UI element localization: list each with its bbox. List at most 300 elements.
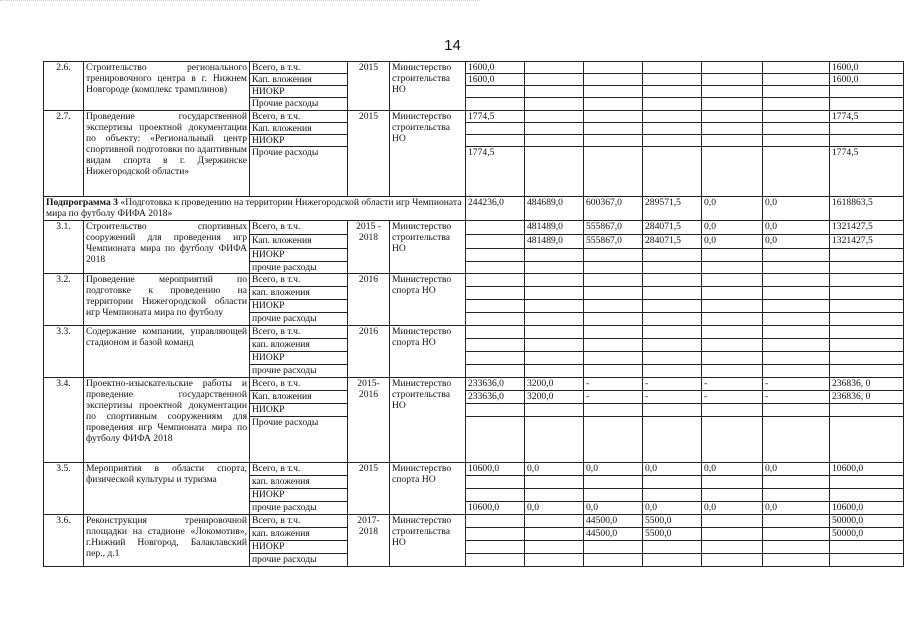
empty-cell bbox=[702, 489, 763, 502]
measure-description: Проектно-изыскательские работы и проведение государственной экспертизы проектной документации по спортивным сооружениям для проведения игр Чемпионата мира по футболу ФИФА 2018 bbox=[84, 378, 250, 463]
empty-cell bbox=[702, 249, 763, 262]
empty-cell bbox=[525, 287, 584, 300]
value-cell: 1321427,5 bbox=[830, 235, 904, 249]
value-cell: - bbox=[584, 378, 643, 391]
type-label: НИОКР bbox=[250, 404, 348, 417]
empty-cell bbox=[702, 123, 763, 135]
empty-cell bbox=[466, 262, 525, 274]
value-cell: 289571,5 bbox=[643, 197, 702, 221]
empty-cell bbox=[702, 313, 763, 326]
period: 2015 bbox=[348, 111, 390, 197]
value-cell bbox=[525, 62, 584, 74]
type-label: прочие расходы bbox=[250, 365, 348, 378]
value-cell: 600367,0 bbox=[584, 197, 643, 221]
empty-cell bbox=[584, 352, 643, 365]
empty-cell bbox=[830, 123, 904, 135]
table-row bbox=[44, 326, 904, 339]
value-cell bbox=[584, 111, 643, 123]
empty-cell bbox=[584, 249, 643, 262]
empty-cell bbox=[584, 489, 643, 502]
empty-cell bbox=[830, 287, 904, 300]
empty-cell bbox=[763, 249, 830, 262]
type-label: Всего, в т.ч. bbox=[250, 111, 348, 123]
empty-cell bbox=[584, 417, 643, 463]
executor: Министерство строительства НО bbox=[390, 378, 466, 463]
value-cell: 233636,0 bbox=[466, 378, 525, 391]
empty-cell bbox=[525, 326, 584, 339]
empty-cell bbox=[584, 554, 643, 567]
value-cell: - bbox=[584, 391, 643, 404]
empty-cell bbox=[830, 98, 904, 111]
value-cell: 236836, 0 bbox=[830, 378, 904, 391]
executor: Министерство строительства НО bbox=[390, 62, 466, 111]
type-label: Прочие расходы bbox=[250, 147, 348, 197]
empty-cell bbox=[584, 135, 643, 147]
value-cell: 0,0 bbox=[702, 235, 763, 249]
type-label: кап. вложения bbox=[250, 287, 348, 300]
value-cell: 10600,0 bbox=[466, 463, 525, 476]
value-cell: 1321427,5 bbox=[830, 221, 904, 235]
value-cell: 1600,0 bbox=[466, 74, 525, 86]
value-cell: 0,0 bbox=[763, 235, 830, 249]
empty-cell bbox=[830, 135, 904, 147]
value-cell bbox=[466, 221, 525, 235]
empty-cell bbox=[643, 86, 702, 98]
type-label: Прочие расходы bbox=[250, 98, 348, 111]
empty-cell bbox=[763, 554, 830, 567]
empty-cell bbox=[584, 123, 643, 135]
type-label: НИОКР bbox=[250, 135, 348, 147]
table-row bbox=[44, 515, 904, 528]
value-cell: 44500,0 bbox=[584, 528, 643, 541]
empty-cell bbox=[830, 274, 904, 287]
empty-cell bbox=[763, 365, 830, 378]
measure-description: Содержание компании, управляющей стадионом и базой команд bbox=[84, 326, 250, 378]
empty-cell bbox=[830, 352, 904, 365]
value-cell: 555867,0 bbox=[584, 235, 643, 249]
value-cell bbox=[525, 515, 584, 528]
empty-cell bbox=[525, 417, 584, 463]
empty-cell bbox=[584, 404, 643, 417]
period: 2016 bbox=[348, 326, 390, 378]
empty-cell bbox=[702, 326, 763, 339]
value-cell: - bbox=[763, 378, 830, 391]
executor: Министерство строительства НО bbox=[390, 515, 466, 567]
empty-cell bbox=[525, 554, 584, 567]
empty-cell bbox=[466, 476, 525, 489]
value-cell: - bbox=[702, 391, 763, 404]
empty-cell bbox=[584, 541, 643, 554]
type-label: НИОКР bbox=[250, 300, 348, 313]
empty-cell bbox=[584, 476, 643, 489]
empty-cell bbox=[763, 313, 830, 326]
empty-cell bbox=[643, 287, 702, 300]
empty-cell bbox=[525, 489, 584, 502]
period: 2015 - 2018 bbox=[348, 221, 390, 274]
empty-cell bbox=[525, 352, 584, 365]
empty-cell bbox=[702, 274, 763, 287]
value-cell bbox=[702, 62, 763, 74]
empty-cell bbox=[702, 404, 763, 417]
empty-cell bbox=[466, 249, 525, 262]
value-cell bbox=[702, 147, 763, 197]
empty-cell bbox=[763, 417, 830, 463]
empty-cell bbox=[702, 365, 763, 378]
value-cell: 0,0 bbox=[584, 502, 643, 515]
empty-cell bbox=[584, 262, 643, 274]
type-label: Прочие расходы bbox=[250, 417, 348, 463]
empty-cell bbox=[643, 262, 702, 274]
value-cell: 233636,0 bbox=[466, 391, 525, 404]
measure-description: Реконструкция тренировочной площадки на стадионе «Локомотив», г.Нижний Новгород, Балаклавский пер., д.1 bbox=[84, 515, 250, 567]
value-cell: 50000,0 bbox=[830, 528, 904, 541]
empty-cell bbox=[466, 98, 525, 111]
empty-cell bbox=[643, 339, 702, 352]
value-cell bbox=[525, 74, 584, 86]
empty-cell bbox=[584, 300, 643, 313]
empty-cell bbox=[643, 274, 702, 287]
period: 2017-2018 bbox=[348, 515, 390, 567]
executor: Министерство строительства НО bbox=[390, 111, 466, 197]
empty-cell bbox=[763, 300, 830, 313]
measure-description: Мероприятия в области спорта, физической культуры и туризма bbox=[84, 463, 250, 515]
empty-cell bbox=[525, 300, 584, 313]
empty-cell bbox=[525, 135, 584, 147]
empty-cell bbox=[702, 287, 763, 300]
empty-cell bbox=[466, 404, 525, 417]
empty-cell bbox=[830, 326, 904, 339]
value-cell: 3200,0 bbox=[525, 391, 584, 404]
empty-cell bbox=[702, 98, 763, 111]
period: 2015-2016 bbox=[348, 378, 390, 463]
empty-cell bbox=[763, 339, 830, 352]
empty-cell bbox=[584, 365, 643, 378]
empty-cell bbox=[763, 274, 830, 287]
type-label: прочие расходы bbox=[250, 262, 348, 274]
empty-cell bbox=[643, 352, 702, 365]
value-cell: 484689,0 bbox=[525, 197, 584, 221]
value-cell: 0,0 bbox=[643, 463, 702, 476]
empty-cell bbox=[584, 86, 643, 98]
row-number: 3.2. bbox=[44, 274, 84, 326]
empty-cell bbox=[643, 326, 702, 339]
empty-cell bbox=[525, 476, 584, 489]
empty-cell bbox=[466, 352, 525, 365]
value-cell: 284071,5 bbox=[643, 221, 702, 235]
row-number: 3.3. bbox=[44, 326, 84, 378]
empty-cell bbox=[702, 300, 763, 313]
empty-cell bbox=[763, 86, 830, 98]
value-cell bbox=[763, 515, 830, 528]
empty-cell bbox=[643, 404, 702, 417]
type-label: прочие расходы bbox=[250, 554, 348, 567]
measure-description: Строительство спортивных сооружений для проведения игр Чемпионата мира по футболу ФИФА 2018 bbox=[84, 221, 250, 274]
value-cell: 1774,5 bbox=[830, 111, 904, 123]
type-label: Всего, в т.ч. bbox=[250, 326, 348, 339]
value-cell: 44500,0 bbox=[584, 515, 643, 528]
empty-cell bbox=[525, 98, 584, 111]
empty-cell bbox=[525, 274, 584, 287]
empty-cell bbox=[702, 86, 763, 98]
table-row bbox=[44, 378, 904, 391]
executor: Министерство спорта НО bbox=[390, 463, 466, 515]
empty-cell bbox=[525, 262, 584, 274]
empty-cell bbox=[763, 352, 830, 365]
type-label: Кап. вложения bbox=[250, 235, 348, 249]
value-cell: 10600,0 bbox=[466, 502, 525, 515]
row-number: 2.6. bbox=[44, 62, 84, 111]
empty-cell bbox=[830, 404, 904, 417]
empty-cell bbox=[466, 300, 525, 313]
value-cell: 1774,5 bbox=[466, 111, 525, 123]
value-cell: 236836, 0 bbox=[830, 391, 904, 404]
type-label: НИОКР bbox=[250, 86, 348, 98]
value-cell bbox=[584, 74, 643, 86]
empty-cell bbox=[466, 274, 525, 287]
table-row bbox=[44, 62, 904, 74]
empty-cell bbox=[584, 313, 643, 326]
value-cell bbox=[763, 147, 830, 197]
value-cell bbox=[584, 147, 643, 197]
value-cell bbox=[466, 515, 525, 528]
empty-cell bbox=[830, 262, 904, 274]
value-cell bbox=[584, 62, 643, 74]
row-number: 3.4. bbox=[44, 378, 84, 463]
empty-cell bbox=[643, 300, 702, 313]
value-cell bbox=[763, 528, 830, 541]
value-cell: 0,0 bbox=[702, 463, 763, 476]
empty-cell bbox=[525, 249, 584, 262]
row-number: 3.5. bbox=[44, 463, 84, 515]
value-cell: 0,0 bbox=[702, 197, 763, 221]
empty-cell bbox=[466, 123, 525, 135]
type-label: кап. вложения bbox=[250, 476, 348, 489]
empty-cell bbox=[763, 98, 830, 111]
type-label: Всего, в т.ч. bbox=[250, 274, 348, 287]
value-cell: - bbox=[643, 391, 702, 404]
table-row bbox=[44, 221, 904, 235]
empty-cell bbox=[643, 541, 702, 554]
type-label: прочие расходы bbox=[250, 502, 348, 515]
value-cell: - bbox=[643, 378, 702, 391]
empty-cell bbox=[830, 300, 904, 313]
value-cell: 50000,0 bbox=[830, 515, 904, 528]
type-label: НИОКР bbox=[250, 489, 348, 502]
page-number: 14 bbox=[444, 37, 461, 54]
value-cell: 1618863,5 bbox=[830, 197, 904, 221]
empty-cell bbox=[702, 476, 763, 489]
type-label: НИОКР bbox=[250, 249, 348, 262]
measure-description: Проведение мероприятий по подготовке к проведению на территории Нижегородской области игр Чемпионата мира по футболу bbox=[84, 274, 250, 326]
empty-cell bbox=[763, 262, 830, 274]
value-cell: 481489,0 bbox=[525, 221, 584, 235]
empty-cell bbox=[763, 326, 830, 339]
empty-cell bbox=[830, 313, 904, 326]
value-cell bbox=[466, 528, 525, 541]
empty-cell bbox=[643, 554, 702, 567]
value-cell bbox=[763, 62, 830, 74]
empty-cell bbox=[702, 352, 763, 365]
value-cell: 10600,0 bbox=[830, 502, 904, 515]
empty-cell bbox=[643, 135, 702, 147]
value-cell: 0,0 bbox=[763, 502, 830, 515]
empty-cell bbox=[525, 123, 584, 135]
empty-cell bbox=[763, 541, 830, 554]
empty-cell bbox=[702, 417, 763, 463]
empty-cell bbox=[830, 339, 904, 352]
value-cell: 244236,0 bbox=[466, 197, 525, 221]
type-label: Кап. вложения bbox=[250, 74, 348, 86]
empty-cell bbox=[466, 365, 525, 378]
type-label: кап. вложения bbox=[250, 528, 348, 541]
empty-cell bbox=[466, 339, 525, 352]
empty-cell bbox=[466, 313, 525, 326]
value-cell: 0,0 bbox=[702, 221, 763, 235]
measure-description: Проведение государственной экспертизы проектной документации по объекту: «Региональный центр спортивной подготовки по адаптивным видам спорта в г. Дзержинске Нижегородской области» bbox=[84, 111, 250, 197]
value-cell: 1600,0 bbox=[466, 62, 525, 74]
table-row bbox=[44, 463, 904, 476]
subprogram-title: «Подготовка к проведению на территории Нижегородской области игр Чемпионата мира по футболу ФИФА 2018» bbox=[46, 197, 462, 219]
type-label: Всего, в т.ч. bbox=[250, 221, 348, 235]
executor: Министерство спорта НО bbox=[390, 326, 466, 378]
empty-cell bbox=[466, 417, 525, 463]
empty-cell bbox=[525, 404, 584, 417]
value-cell: 0,0 bbox=[763, 463, 830, 476]
empty-cell bbox=[466, 489, 525, 502]
type-label: кап. вложения bbox=[250, 339, 348, 352]
empty-cell bbox=[643, 98, 702, 111]
period: 2015 bbox=[348, 62, 390, 111]
value-cell: 0,0 bbox=[763, 197, 830, 221]
empty-cell bbox=[525, 86, 584, 98]
empty-cell bbox=[702, 339, 763, 352]
empty-cell bbox=[584, 339, 643, 352]
period: 2015 bbox=[348, 463, 390, 515]
type-label: Кап. вложения bbox=[250, 391, 348, 404]
type-label: Всего, в т.ч. bbox=[250, 62, 348, 74]
empty-cell bbox=[584, 326, 643, 339]
value-cell bbox=[702, 111, 763, 123]
value-cell bbox=[643, 147, 702, 197]
empty-cell bbox=[466, 326, 525, 339]
empty-cell bbox=[763, 135, 830, 147]
empty-cell bbox=[643, 476, 702, 489]
empty-cell bbox=[525, 339, 584, 352]
type-label: Кап. вложения bbox=[250, 123, 348, 135]
empty-cell bbox=[702, 554, 763, 567]
value-cell: 0,0 bbox=[525, 502, 584, 515]
value-cell bbox=[763, 111, 830, 123]
empty-cell bbox=[584, 287, 643, 300]
empty-cell bbox=[830, 476, 904, 489]
empty-cell bbox=[763, 476, 830, 489]
value-cell: 3200,0 bbox=[525, 378, 584, 391]
empty-cell bbox=[643, 249, 702, 262]
value-cell: 1774,5 bbox=[830, 147, 904, 197]
value-cell bbox=[702, 515, 763, 528]
table-row bbox=[44, 274, 904, 287]
empty-cell bbox=[830, 541, 904, 554]
value-cell bbox=[525, 147, 584, 197]
empty-cell bbox=[643, 365, 702, 378]
empty-cell bbox=[643, 417, 702, 463]
value-cell bbox=[702, 528, 763, 541]
empty-cell bbox=[830, 249, 904, 262]
period: 2016 bbox=[348, 274, 390, 326]
empty-cell bbox=[466, 287, 525, 300]
table-row bbox=[44, 197, 904, 221]
value-cell: - bbox=[702, 378, 763, 391]
type-label: прочие расходы bbox=[250, 313, 348, 326]
value-cell: 481489,0 bbox=[525, 235, 584, 249]
empty-cell bbox=[763, 123, 830, 135]
type-label: НИОКР bbox=[250, 541, 348, 554]
row-number: 2.7. bbox=[44, 111, 84, 197]
top-rule bbox=[0, 0, 480, 1]
empty-cell bbox=[584, 98, 643, 111]
empty-cell bbox=[525, 365, 584, 378]
value-cell: 1600,0 bbox=[830, 74, 904, 86]
empty-cell bbox=[643, 123, 702, 135]
table-row bbox=[44, 111, 904, 123]
empty-cell bbox=[643, 489, 702, 502]
value-cell: 0,0 bbox=[702, 502, 763, 515]
type-label: Всего, в т.ч. bbox=[250, 515, 348, 528]
value-cell: 1774,5 bbox=[466, 147, 525, 197]
value-cell bbox=[763, 74, 830, 86]
value-cell: 1600,0 bbox=[830, 62, 904, 74]
type-label: Всего, в т.ч. bbox=[250, 463, 348, 476]
empty-cell bbox=[466, 554, 525, 567]
row-number: 3.1. bbox=[44, 221, 84, 274]
empty-cell bbox=[763, 404, 830, 417]
empty-cell bbox=[830, 86, 904, 98]
empty-cell bbox=[702, 541, 763, 554]
type-label: Всего, в т.ч. bbox=[250, 378, 348, 391]
measure-description: Строительство регионального тренировочного центра в г. Нижнем Новгороде (комплекс трамплинов) bbox=[84, 62, 250, 111]
empty-cell bbox=[584, 274, 643, 287]
value-cell bbox=[643, 62, 702, 74]
empty-cell bbox=[466, 541, 525, 554]
value-cell bbox=[643, 111, 702, 123]
value-cell bbox=[702, 74, 763, 86]
empty-cell bbox=[763, 489, 830, 502]
subprogram-label: Подпрограмма 3 bbox=[46, 197, 118, 208]
value-cell bbox=[525, 111, 584, 123]
empty-cell bbox=[763, 287, 830, 300]
empty-cell bbox=[466, 135, 525, 147]
value-cell: 0,0 bbox=[643, 502, 702, 515]
value-cell: 555867,0 bbox=[584, 221, 643, 235]
subprogram-header bbox=[44, 197, 466, 221]
value-cell: 0,0 bbox=[525, 463, 584, 476]
value-cell bbox=[643, 74, 702, 86]
value-cell bbox=[466, 235, 525, 249]
value-cell bbox=[525, 528, 584, 541]
value-cell: 0,0 bbox=[584, 463, 643, 476]
empty-cell bbox=[702, 135, 763, 147]
row-number: 3.6. bbox=[44, 515, 84, 567]
table-body bbox=[44, 62, 904, 567]
empty-cell bbox=[525, 313, 584, 326]
value-cell: 5500,0 bbox=[643, 515, 702, 528]
empty-cell bbox=[830, 417, 904, 463]
empty-cell bbox=[643, 313, 702, 326]
empty-cell bbox=[525, 541, 584, 554]
value-cell: 10600,0 bbox=[830, 463, 904, 476]
program-table bbox=[43, 61, 904, 567]
executor: Министерство спорта НО bbox=[390, 274, 466, 326]
